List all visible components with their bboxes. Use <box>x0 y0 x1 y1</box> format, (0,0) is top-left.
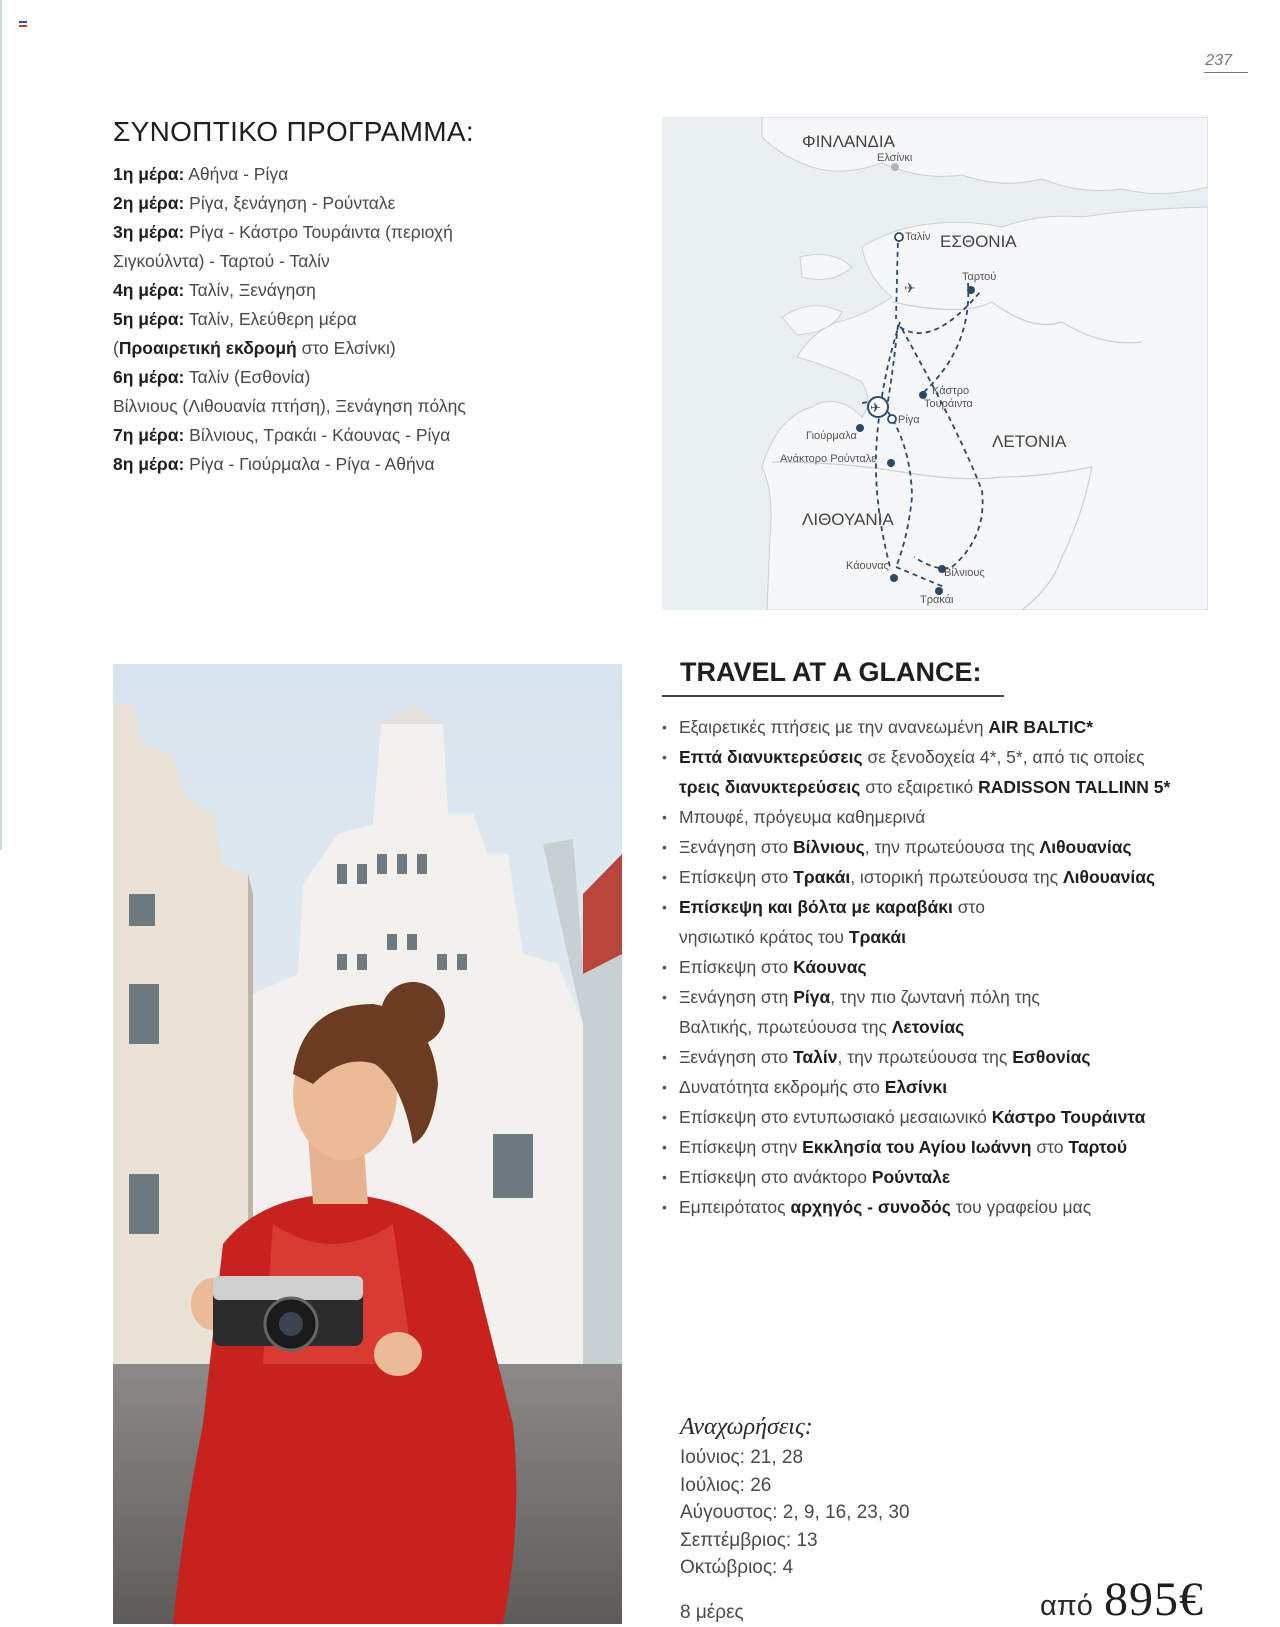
bullet-icon: • <box>662 1049 667 1065</box>
glance-list <box>662 712 1222 1222</box>
bullet-icon: • <box>662 869 667 885</box>
glance-item: • Επίσκεψη στην Εκκλησία του Αγίου Ιωάννη στο Ταρτού <box>662 1132 1222 1162</box>
map-city-trakai: Τρακάι <box>920 594 954 606</box>
map-city-tallinn: Ταλίν <box>905 231 931 243</box>
glance-item: • Επίσκεψη στο Τρακάι, ιστορική πρωτεύουσα της Λιθουανίας <box>662 862 1222 892</box>
program-line: 2η μέρα: Ρίγα, ξενάγηση - Ρούνταλε <box>113 193 396 213</box>
bullet-icon: • <box>662 899 667 915</box>
program-line: 1η μέρα: Αθήνα - Ρίγα <box>113 164 289 184</box>
bullet-icon: • <box>662 1109 667 1125</box>
program-line: 4η μέρα: Ταλίν, Ξενάγηση <box>113 280 316 300</box>
program-line: (Προαιρετική εκδρομή στο Ελσίνκι) <box>113 338 396 358</box>
program-list <box>113 160 493 479</box>
departures-title: Αναχωρήσεις: <box>680 1414 813 1440</box>
program-line: 3η μέρα: Ρίγα - Κάστρο Τουράιντα (περιοχή <box>113 222 453 242</box>
svg-text:✈: ✈ <box>904 281 916 297</box>
bullet-icon: • <box>662 809 667 825</box>
bullet-icon: • <box>662 1199 667 1215</box>
bullet-icon: • <box>662 1079 667 1095</box>
glance-item: • Ξενάγηση στο Βίλνιους, την πρωτεύουσα της Λιθουανίας <box>662 832 1222 862</box>
page-number: 237 <box>1205 52 1232 69</box>
map-city-kaunas: Κάουνας <box>846 560 889 572</box>
glance-item: • Δυνατότητα εκδρομής στο Ελσίνκι <box>662 1072 1222 1102</box>
page-edge-line <box>0 0 2 850</box>
map-city-tartu: Ταρτού <box>962 271 997 283</box>
glance-item: • Μπουφέ, πρόγευμα καθημερινά <box>662 802 1222 832</box>
glance-underline <box>662 695 1004 697</box>
map-city-rundale: Ανάκτορο Ρούνταλε <box>780 453 877 465</box>
glance-item: • Επίσκεψη και βόλτα με καραβάκι στο <box>662 892 1222 922</box>
glance-item: Βαλτικής, πρωτεύουσα της Λετονίας <box>679 1017 965 1037</box>
map-city-helsinki: Ελσίνκι <box>877 152 913 164</box>
bullet-icon: • <box>662 839 667 855</box>
map-label-finland: ΦΙΝΛΑΝΔΙΑ <box>802 132 895 151</box>
glance-item: • Επίσκεψη στο εντυπωσιακό μεσαιωνικό Κάστρο Τουράιντα <box>662 1102 1222 1132</box>
route-map <box>662 117 1208 610</box>
glance-item: • Εξαιρετικές πτήσεις με την ανανεωμένη AIR BALTIC* <box>662 712 1222 742</box>
glance-item: • Ξενάγηση στο Ταλίν, την πρωτεύουσα της Εσθονίας <box>662 1042 1222 1072</box>
departures-list <box>680 1444 910 1582</box>
program-line: 8η μέρα: Ρίγα - Γιούρμαλα - Ρίγα - Αθήνα <box>113 454 435 474</box>
program-line: 7η μέρα: Βίλνιους, Τρακάι - Κάουνας - Ρίγα <box>113 425 451 445</box>
map-label-lithuania: ΛΙΘΟΥΑΝΙΑ <box>802 510 894 529</box>
program-title: ΣΥΝΟΠΤΙΚΟ ΠΡΟΓΡΑΜΜΑ: <box>113 116 474 147</box>
glance-item: • Εμπειρότατος αρχηγός - συνοδός του γραφείου μας <box>662 1192 1222 1222</box>
bullet-icon: • <box>662 1169 667 1185</box>
departure-line: Ιούνιος: 21, 28 <box>680 1447 804 1468</box>
bullet-icon: • <box>662 959 667 975</box>
glance-item: • Ξενάγηση στη Ρίγα, την πιο ζωντανή πόλη της <box>662 982 1222 1012</box>
page-number-underline <box>1204 72 1248 73</box>
bullet-icon: • <box>662 719 667 735</box>
glance-title: TRAVEL AT A GLANCE: <box>680 657 982 687</box>
price-value: 895€ <box>1104 1573 1204 1626</box>
svg-text:✈: ✈ <box>870 401 881 416</box>
program-line: 6η μέρα: Ταλίν (Εσθονία) <box>113 367 311 387</box>
map-city-riga: Ρίγα <box>898 414 920 426</box>
departure-line: Αύγουστος: 2, 9, 16, 23, 30 <box>680 1502 910 1523</box>
map-city-jurmala: Γιούρμαλα <box>806 430 857 442</box>
glance-item: νησιωτικό κράτος του Τρακάι <box>679 927 906 947</box>
map-city-vilnius: Βίλνιους <box>944 567 985 579</box>
bullet-icon: • <box>662 1139 667 1155</box>
glance-item: • Επίσκεψη στο Κάουνας <box>662 952 1222 982</box>
bullet-icon: • <box>662 989 667 1005</box>
program-line: 5η μέρα: Ταλίν, Ελεύθερη μέρα <box>113 309 357 329</box>
glance-item: τρεις διανυκτερεύσεις στο εξαιρετικό RADISSON TALLINN 5* <box>679 777 1171 797</box>
glance-item: • Επίσκεψη στο ανάκτορο Ρούνταλε <box>662 1162 1222 1192</box>
glance-item: • Επτά διανυκτερεύσεις σε ξενοδοχεία 4*, 5*, από τις οποίες <box>662 742 1222 772</box>
departure-line: Σεπτέμβριος: 13 <box>680 1529 818 1551</box>
map-city-turaida-2: Τουράιντα <box>924 398 973 410</box>
program-line: Σιγκούλντα) - Ταρτού - Ταλίν <box>113 251 330 271</box>
traveler-photo <box>113 664 622 1624</box>
departure-line: Ιούλιος: 26 <box>680 1474 772 1496</box>
map-label-latvia: ΛΕΤΟΝΙΑ <box>992 432 1067 451</box>
map-city-turaida-1: Κάστρο <box>932 385 970 397</box>
bullet-icon: • <box>662 749 667 765</box>
program-line: Βίλνιους (Λιθουανία πτήση), Ξενάγηση πόλης <box>113 396 466 416</box>
greek-flag-icon <box>19 21 27 27</box>
map-label-estonia: ΕΣΘΟΝΙΑ <box>940 232 1017 251</box>
price-from-label: από <box>1040 1590 1093 1622</box>
departure-line: Οκτώβριος: 4 <box>680 1557 794 1578</box>
trip-duration: 8 μέρες <box>680 1602 744 1623</box>
